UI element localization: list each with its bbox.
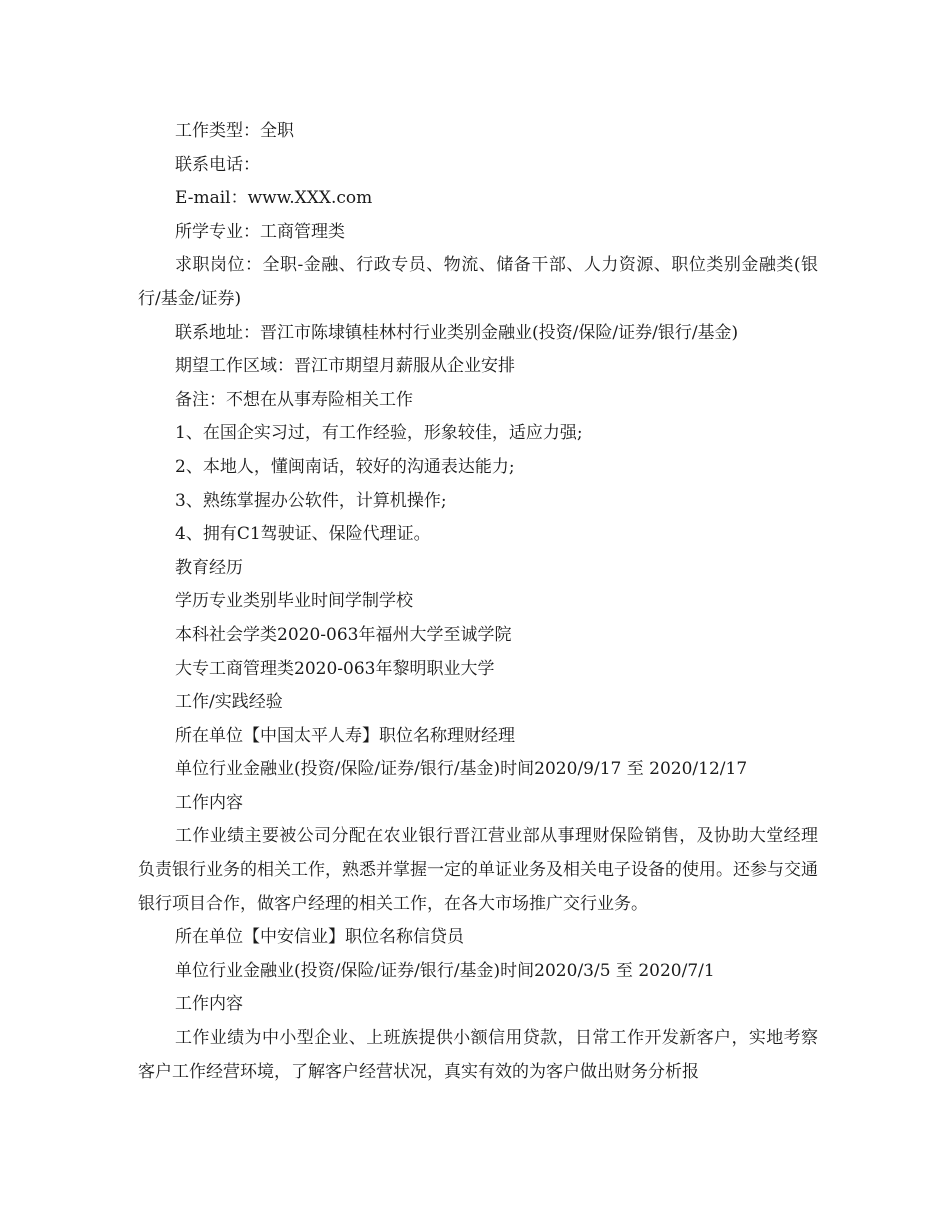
note-line: 备注：不想在从事寿险相关工作 xyxy=(175,389,413,410)
education-row: 本科社会学类2020-063年福州大学至诚学院 xyxy=(175,624,512,645)
strength-item: 2、本地人，懂闽南话，较好的沟通表达能力; xyxy=(175,456,515,477)
job-unit: 所在单位【中安信业】职位名称信贷员 xyxy=(175,927,464,948)
job-content: 工作业绩主要被公司分配在农业银行晋江营业部从事理财保险销售，及协助大堂经理负责银行业务的相关工作，熟悉并掌握一定的单证业务及相关电子设备的使用。还参与交通银行项目合作，做客户经理的相关工作，在各大市场推广交行业务。 xyxy=(138,826,818,914)
address-line: 联系地址：晋江市陈埭镇桂林村行业类别金融业(投资/保险/证券/银行/基金) xyxy=(175,322,739,343)
education-row: 大专工商管理类2020-063年黎明职业大学 xyxy=(175,658,495,679)
job-content-label: 工作内容 xyxy=(175,792,243,813)
phone-line: 联系电话： xyxy=(175,154,260,175)
job-unit: 所在单位【中国太平人寿】职位名称理财经理 xyxy=(175,725,515,746)
experience-heading: 工作/实践经验 xyxy=(175,692,283,713)
job-content-label: 工作内容 xyxy=(175,994,243,1015)
strength-item: 1、在国企实习过，有工作经验，形象较佳，适应力强; xyxy=(175,423,583,444)
job-content: 工作业绩为中小型企业、上班族提供小额信用贷款，日常工作开发新客户，实地考察客户工作经营环境，了解客户经营状况，真实有效的为客户做出财务分析报 xyxy=(138,1028,818,1082)
position-line: 求职岗位：全职-金融、行政专员、物流、储备干部、人力资源、职位类别金融类(银行/基金/证券) xyxy=(138,255,818,309)
resume-content xyxy=(138,115,818,1089)
education-header-row: 学历专业类别毕业时间学制学校 xyxy=(175,591,413,612)
major-line: 所学专业：工商管理类 xyxy=(175,221,345,242)
email-line: E-mail：www.XXX.com xyxy=(175,188,373,209)
job-industry: 单位行业金融业(投资/保险/证券/银行/基金)时间2020/3/5 至 2020/7/1 xyxy=(175,960,715,981)
area-line: 期望工作区域：晋江市期望月薪服从企业安排 xyxy=(175,356,515,377)
strength-item: 3、熟练掌握办公软件，计算机操作; xyxy=(175,490,447,511)
education-heading: 教育经历 xyxy=(175,557,243,578)
strength-item: 4、拥有C1驾驶证、保险代理证。 xyxy=(175,524,431,545)
job-industry: 单位行业金融业(投资/保险/证券/银行/基金)时间2020/9/17 至 2020/12/17 xyxy=(175,759,748,780)
job-type-line: 工作类型：全职 xyxy=(175,121,294,141)
